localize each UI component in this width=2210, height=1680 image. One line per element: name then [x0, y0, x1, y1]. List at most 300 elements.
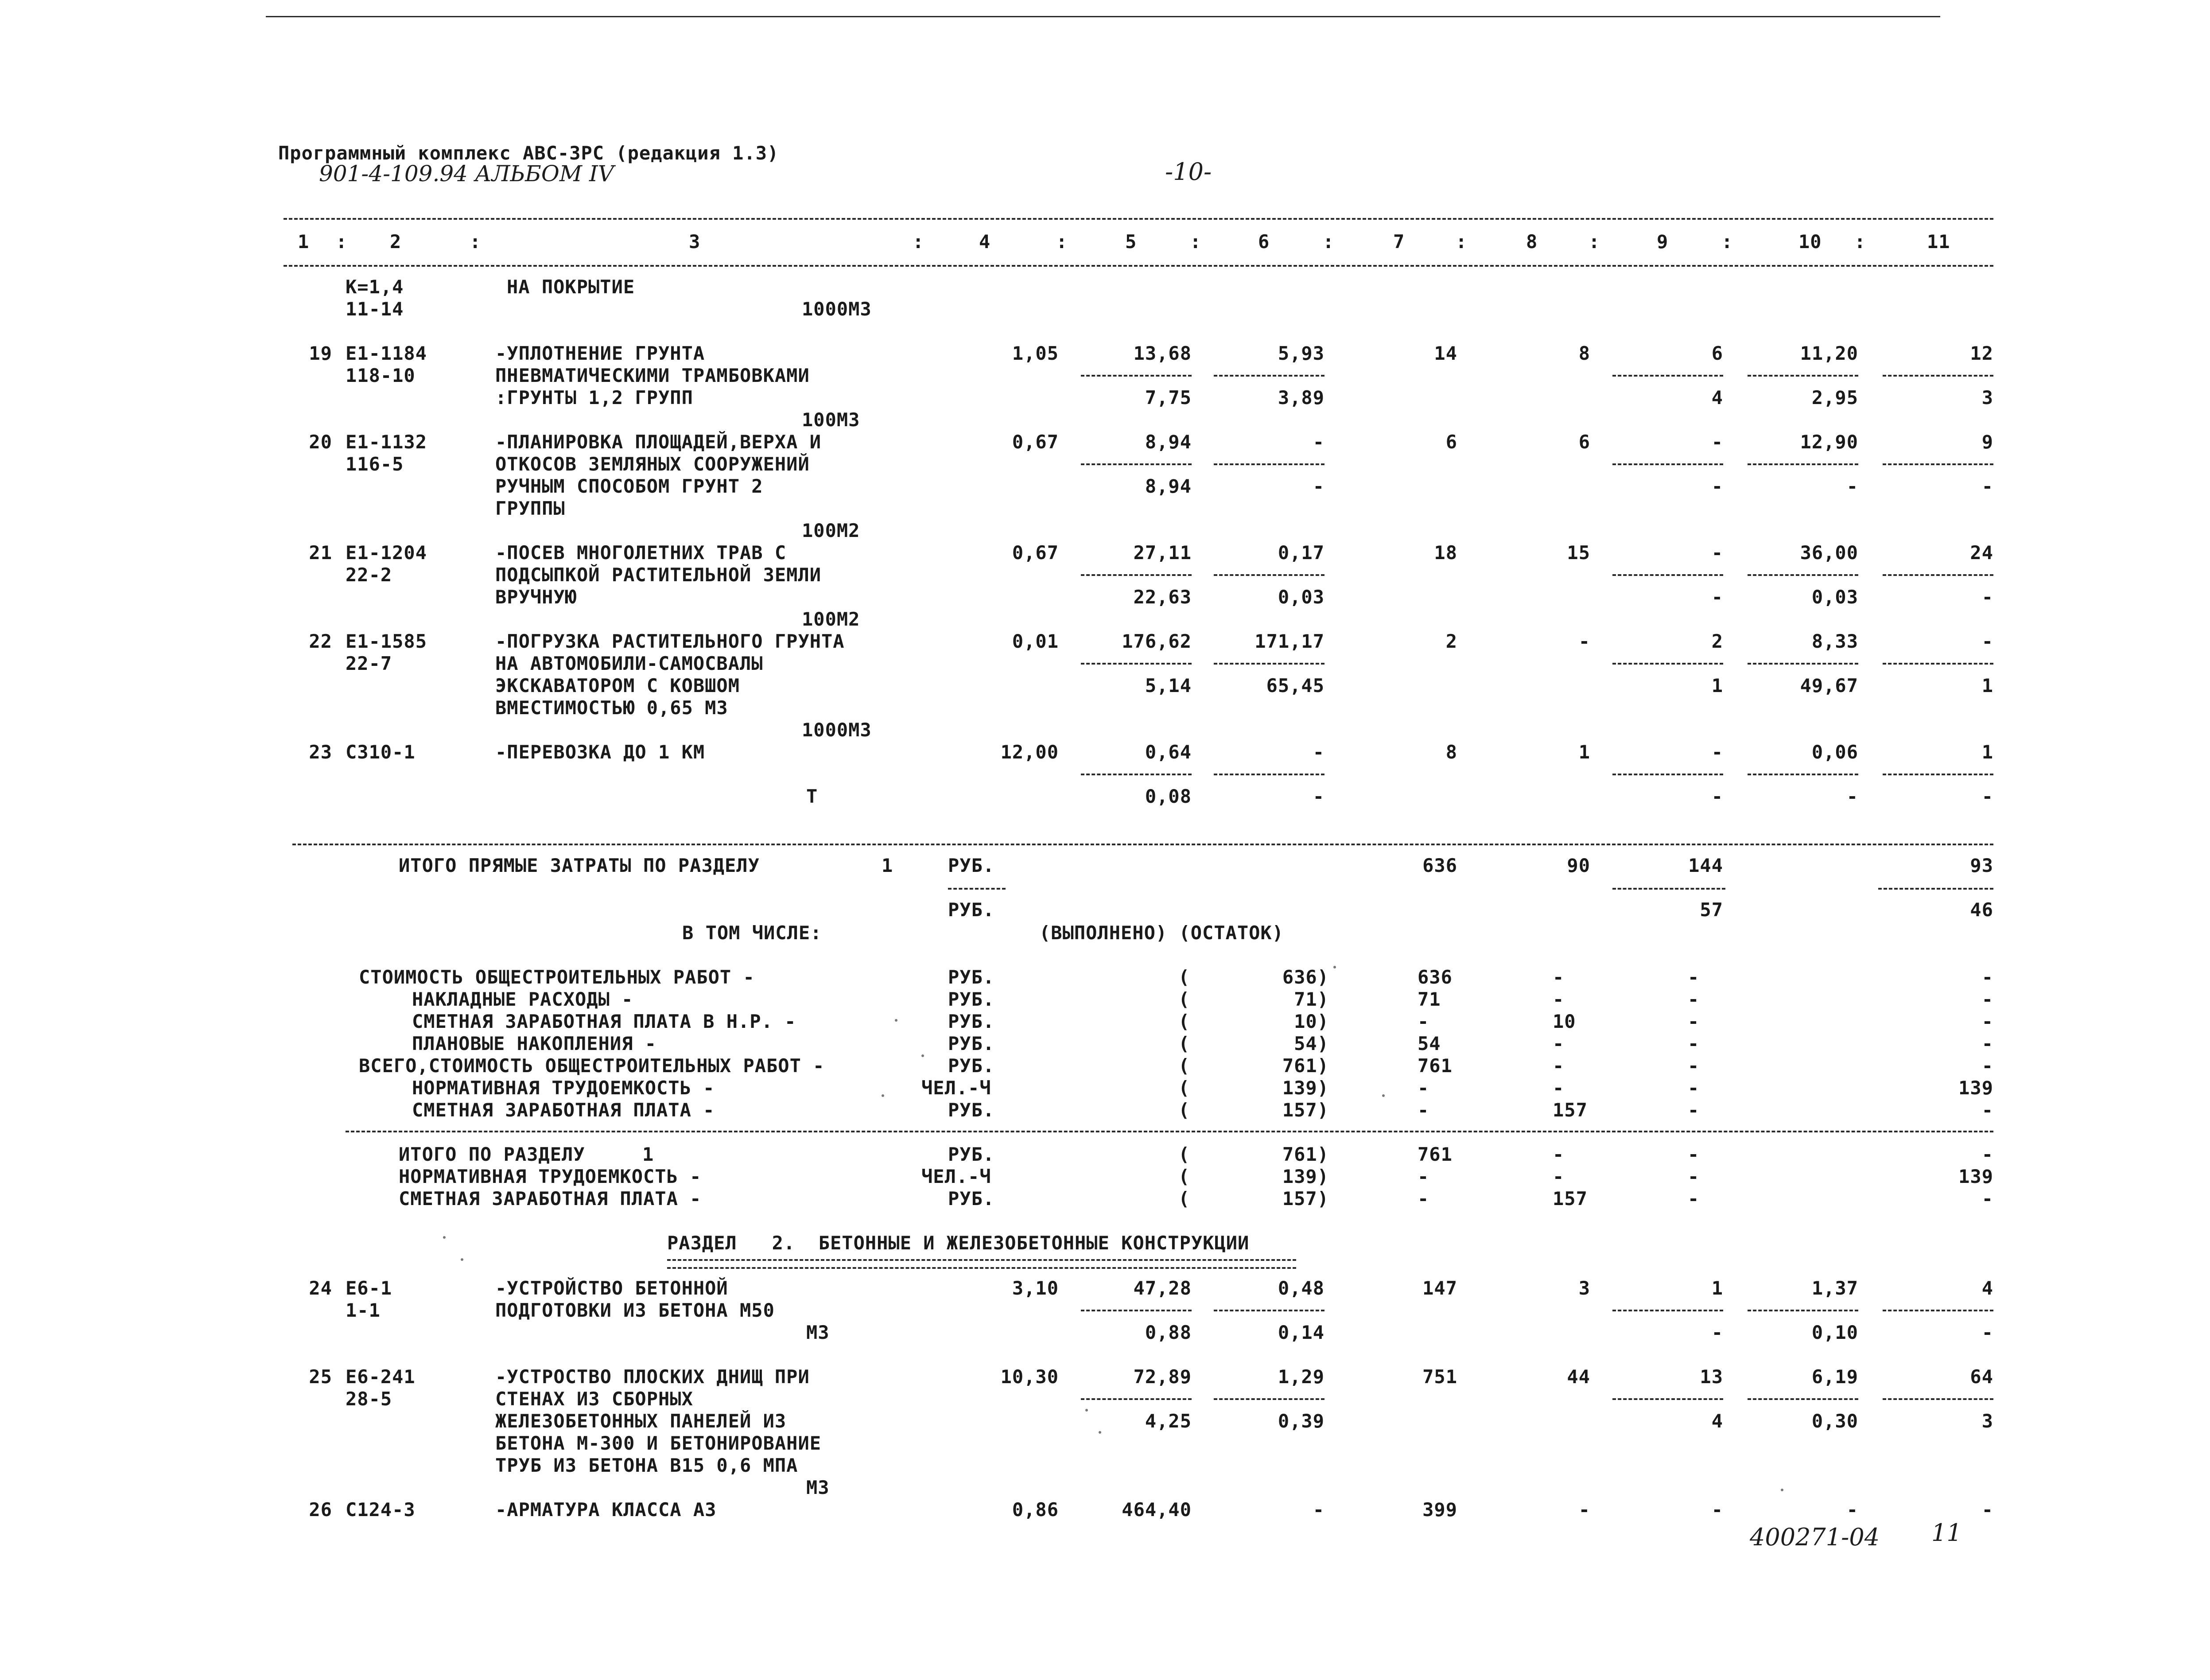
row-b11-lower: 3 [1981, 387, 1993, 408]
column-separator: : [1190, 231, 1202, 253]
row-c11-divider [1883, 375, 1993, 377]
row-c5-divider [1081, 574, 1192, 576]
row-c6: - [1313, 741, 1324, 763]
column-header-5: 5 [1125, 231, 1137, 253]
section-total-unit: РУБ. [948, 1143, 995, 1165]
column-header-2: 2 [390, 231, 402, 253]
row-c9-divider [1612, 774, 1723, 775]
row-b10-lower: - [1846, 475, 1858, 497]
row-c5: 464,40 [1122, 1499, 1192, 1521]
row-description-line: БЕТОНА М-300 И БЕТОНИРОВАНИЕ [495, 1432, 822, 1454]
breakdown-c8: - [1553, 988, 1565, 1010]
section-total-c9: - [1688, 1166, 1700, 1187]
section-total-done: 761) [1282, 1143, 1329, 1165]
row-c11: 24 [1970, 542, 1993, 564]
row-quantity: 0,86 [1012, 1499, 1059, 1521]
row-description-line: -УПЛОТНЕНИЕ ГРУНТА [495, 342, 705, 364]
totals-section-number: 1 [882, 855, 893, 876]
breakdown-done: 139) [1282, 1077, 1329, 1099]
row-c9-divider [1612, 375, 1723, 377]
row-description-line: ЖЕЛЕЗОБЕТОННЫХ ПАНЕЛЕЙ ИЗ [495, 1410, 787, 1432]
row-c11: 9 [1981, 431, 1993, 453]
breakdown-c11: - [1981, 1011, 1993, 1032]
row-description-line: :ГРУНТЫ 1,2 ГРУПП [495, 387, 693, 408]
row-c6: 0,17 [1278, 542, 1324, 564]
row-b9-lower: 1 [1711, 675, 1723, 696]
totals-unit: РУБ. [948, 855, 995, 876]
row-c11: 64 [1970, 1366, 1993, 1388]
section-total-c8: - [1553, 1143, 1565, 1165]
row-quantity: 0,67 [1012, 542, 1059, 564]
row-c6: 0,48 [1278, 1277, 1324, 1299]
section-total-label: НОРМАТИВНАЯ ТРУДОЕМКОСТЬ - [399, 1166, 702, 1187]
row-b9-lower: - [1711, 475, 1723, 497]
row-code: С310-1 [346, 741, 416, 763]
breakdown-done: 71) [1294, 988, 1329, 1010]
row-quantity: 0,67 [1012, 431, 1059, 453]
row-c11-divider [1883, 663, 1993, 665]
row-c5: 47,28 [1133, 1277, 1192, 1299]
column-separator: : [1589, 231, 1600, 253]
breakdown-unit: РУБ. [948, 988, 995, 1010]
breakdown-unit: РУБ. [948, 1011, 995, 1032]
group-code: 11-14 [346, 298, 404, 320]
section2-title-underline [667, 1259, 1296, 1269]
row-b10-lower: 0,10 [1811, 1322, 1858, 1343]
row-code: Е1-1204 [346, 542, 427, 564]
row-b10-lower: 49,67 [1800, 675, 1858, 696]
row-number: 20 [309, 431, 332, 453]
row-c9-divider [1612, 663, 1723, 665]
scan-speck [1781, 1489, 1783, 1491]
row-c10: 11,20 [1800, 342, 1858, 364]
breakdown-label: НОРМАТИВНАЯ ТРУДОЕМКОСТЬ - [412, 1077, 715, 1099]
column-header-10: 10 [1798, 231, 1822, 253]
row-b9-lower: - [1711, 786, 1723, 807]
section-total-c9: - [1688, 1143, 1700, 1165]
row-c9: 13 [1700, 1366, 1723, 1388]
row-description-line: -АРМАТУРА КЛАССА А3 [495, 1499, 717, 1521]
column-separator: : [1456, 231, 1468, 253]
row-c7: 147 [1422, 1277, 1457, 1299]
section-total-c8: 157 [1553, 1188, 1588, 1209]
breakdown-c8: - [1553, 1033, 1565, 1054]
row-c10-divider [1748, 1398, 1858, 1400]
breakdown-unit: РУБ. [948, 1099, 995, 1121]
column-header-9: 9 [1657, 231, 1669, 253]
breakdown-c9: - [1688, 988, 1700, 1010]
row-c6-divider [1214, 663, 1324, 665]
scan-speck [1333, 966, 1336, 968]
section-total-c11: 139 [1958, 1166, 1993, 1187]
section-total-open-paren: ( [1178, 1188, 1190, 1209]
row-code-secondary: 116-5 [346, 453, 404, 475]
column-separator: : [1056, 231, 1068, 253]
breakdown-open-paren: ( [1178, 1055, 1190, 1077]
row-b5-lower: 0,08 [1145, 786, 1192, 807]
row-code: Е6-241 [346, 1366, 416, 1388]
column-header-1: 1 [298, 231, 310, 253]
row-c5-divider [1081, 774, 1192, 775]
row-description-line: ГРУППЫ [495, 498, 565, 519]
row-b6-lower: - [1313, 475, 1324, 497]
row-c7: 2 [1445, 630, 1457, 652]
top-edge-line [266, 16, 1940, 17]
group-coefficient: К=1,4 [346, 276, 404, 298]
totals-rule [292, 844, 1993, 845]
row-b6-lower: 65,45 [1266, 675, 1324, 696]
row-code: Е6-1 [346, 1277, 392, 1299]
row-c10: 36,00 [1800, 542, 1858, 564]
breakdown-open-paren: ( [1178, 1099, 1190, 1121]
totals-c9: 144 [1688, 855, 1723, 876]
handwritten-code: 400271-04 [1750, 1523, 1880, 1551]
row-c10: 6,19 [1811, 1366, 1858, 1388]
row-code-secondary: 22-7 [346, 653, 392, 674]
row-b5-lower: 8,94 [1145, 475, 1192, 497]
column-header-7: 7 [1393, 231, 1405, 253]
row-c10: 8,33 [1811, 630, 1858, 652]
section-total-open-paren: ( [1178, 1143, 1190, 1165]
row-description-line: НА АВТОМОБИЛИ-САМОСВАЛЫ [495, 653, 763, 674]
breakdown-c9: - [1688, 1077, 1700, 1099]
section-totals-rule [346, 1131, 1993, 1132]
row-c8: 3 [1578, 1277, 1590, 1299]
row-b6-lower: - [1313, 786, 1324, 807]
breakdown-c11: 139 [1958, 1077, 1993, 1099]
column-header-6: 6 [1258, 231, 1270, 253]
breakdown-c9: - [1688, 1011, 1700, 1032]
section-total-done: 139) [1282, 1166, 1329, 1187]
section-total-c8: - [1553, 1166, 1565, 1187]
row-b11-lower: 3 [1981, 1410, 1993, 1432]
breakdown-c7: - [1418, 1099, 1429, 1121]
row-c6-divider [1214, 375, 1324, 377]
row-c11: 1 [1981, 741, 1993, 763]
row-c11: 12 [1970, 342, 1993, 364]
breakdown-label: СМЕТНАЯ ЗАРАБОТНАЯ ПЛАТА В Н.Р. - [412, 1011, 796, 1032]
row-c11-divider [1883, 1398, 1993, 1400]
row-unit: 100М3 [802, 409, 860, 431]
totals-label: ИТОГО ПРЯМЫЕ ЗАТРАТЫ ПО РАЗДЕЛУ [399, 855, 760, 876]
row-code-secondary: 118-10 [346, 365, 416, 386]
row-c5: 8,94 [1145, 431, 1192, 453]
header-rule-top [284, 218, 1993, 220]
row-b5-lower: 7,75 [1145, 387, 1192, 408]
breakdown-c11: - [1981, 1033, 1993, 1054]
row-c5-divider [1081, 1310, 1192, 1311]
row-c7: 751 [1422, 1366, 1457, 1388]
row-c10: 12,90 [1800, 431, 1858, 453]
breakdown-c7: 636 [1418, 966, 1453, 988]
row-b6-lower: 0,03 [1278, 586, 1324, 608]
row-c8: 6 [1578, 431, 1590, 453]
row-b10-lower: - [1846, 786, 1858, 807]
breakdown-unit: РУБ. [948, 1055, 995, 1077]
section-total-label: ИТОГО ПО РАЗДЕЛУ [399, 1143, 585, 1165]
row-c9: - [1711, 431, 1723, 453]
row-code: Е1-1132 [346, 431, 427, 453]
breakdown-c9: - [1688, 1055, 1700, 1077]
breakdown-done: 10) [1294, 1011, 1329, 1032]
section-total-label: СМЕТНАЯ ЗАРАБОТНАЯ ПЛАТА - [399, 1188, 702, 1209]
row-description-line: -ПЛАНИРОВКА ПЛОЩАДЕЙ,ВЕРХА И [495, 431, 822, 453]
row-c5: 72,89 [1133, 1366, 1192, 1388]
breakdown-c8: - [1553, 1055, 1565, 1077]
page-number: -10- [1165, 158, 1212, 186]
row-unit: М3 [806, 1322, 830, 1343]
row-description-line: -ПЕРЕВОЗКА ДО 1 КМ [495, 741, 705, 763]
row-c8: - [1578, 1499, 1590, 1521]
row-c5: 176,62 [1122, 630, 1192, 652]
section-total-c7: 761 [1418, 1143, 1453, 1165]
totals-b11: 46 [1970, 899, 1993, 921]
column-separator: : [1323, 231, 1335, 253]
row-c9: 2 [1711, 630, 1723, 652]
breakdown-c7: 71 [1418, 988, 1441, 1010]
row-c11-divider [1883, 1310, 1993, 1311]
row-c10-divider [1748, 375, 1858, 377]
scan-speck [461, 1258, 463, 1261]
column-separator: : [336, 231, 348, 253]
row-code: Е1-1585 [346, 630, 427, 652]
breakdown-label: СМЕТНАЯ ЗАРАБОТНАЯ ПЛАТА - [412, 1099, 715, 1121]
totals-b9: 57 [1700, 899, 1723, 921]
row-c5-divider [1081, 663, 1192, 665]
breakdown-label: В ТОМ ЧИСЛЕ: [682, 922, 822, 944]
row-b11-lower: - [1981, 1322, 1993, 1343]
row-c10: 0,06 [1811, 741, 1858, 763]
scan-speck [1085, 1409, 1088, 1412]
breakdown-done: 636) [1282, 966, 1329, 988]
row-c7: 8 [1445, 741, 1457, 763]
breakdown-unit: РУБ. [948, 1033, 995, 1054]
scan-speck [895, 1019, 897, 1022]
row-code: Е1-1184 [346, 342, 427, 364]
row-description-line: -ПОГРУЗКА РАСТИТЕЛЬНОГО ГРУНТА [495, 630, 845, 652]
row-c8: - [1578, 630, 1590, 652]
section-total-c11: - [1981, 1188, 1993, 1209]
row-c11-divider [1883, 463, 1993, 465]
row-c11: 4 [1981, 1277, 1993, 1299]
row-number: 22 [309, 630, 332, 652]
row-c6: - [1313, 1499, 1324, 1521]
row-c10: - [1846, 1499, 1858, 1521]
row-description-line: ВРУЧНУЮ [495, 586, 577, 608]
section-total-number: 1 [642, 1143, 654, 1165]
row-c8: 15 [1567, 542, 1590, 564]
scan-speck [443, 1236, 446, 1239]
row-b5-lower: 0,88 [1145, 1322, 1192, 1343]
row-quantity: 10,30 [1000, 1366, 1059, 1388]
row-c6-divider [1214, 574, 1324, 576]
breakdown-label: ПЛАНОВЫЕ НАКОПЛЕНИЯ - [412, 1033, 657, 1054]
row-c5-divider [1081, 375, 1192, 377]
breakdown-c9: - [1688, 966, 1700, 988]
row-code-secondary: 28-5 [346, 1388, 392, 1410]
totals-c8: 90 [1567, 855, 1590, 876]
row-number: 24 [309, 1277, 332, 1299]
row-b5-lower: 4,25 [1145, 1410, 1192, 1432]
row-c7: 18 [1434, 542, 1457, 564]
row-b10-lower: 0,30 [1811, 1410, 1858, 1432]
column-separator: : [1854, 231, 1866, 253]
breakdown-unit: РУБ. [948, 966, 995, 988]
totals-c7: 636 [1422, 855, 1457, 876]
row-description-line: ЭКСКАВАТОРОМ С КОВШОМ [495, 675, 740, 696]
breakdown-c8: 10 [1553, 1011, 1576, 1032]
row-c10-divider [1748, 574, 1858, 576]
row-number: 21 [309, 542, 332, 564]
row-c7: 399 [1422, 1499, 1457, 1521]
row-description-line: РУЧНЫМ СПОСОБОМ ГРУНТ 2 [495, 475, 763, 497]
scan-speck [921, 1054, 924, 1057]
row-c9: - [1711, 1499, 1723, 1521]
row-c9-divider [1612, 574, 1723, 576]
row-unit: 100М2 [802, 520, 860, 541]
totals-unit-second: РУБ. [948, 899, 995, 921]
group-title: НА ПОКРЫТИЕ [507, 276, 635, 298]
row-c11-divider [1883, 774, 1993, 775]
row-c6: - [1313, 431, 1324, 453]
row-c11-divider [1883, 574, 1993, 576]
row-c5-divider [1081, 1398, 1192, 1400]
scan-speck [1382, 1094, 1385, 1097]
section-total-unit: ЧЕЛ.-Ч [921, 1166, 991, 1187]
breakdown-label: ВСЕГО,СТОИМОСТЬ ОБЩЕСТРОИТЕЛЬНЫХ РАБОТ - [359, 1055, 825, 1077]
breakdown-c11: - [1981, 966, 1993, 988]
row-b11-lower: - [1981, 475, 1993, 497]
album-number: 901-4-109.94 АЛЬБОМ IV [319, 161, 614, 187]
row-c8: 44 [1567, 1366, 1590, 1388]
row-b9-lower: 4 [1711, 387, 1723, 408]
row-c5: 0,64 [1145, 741, 1192, 763]
breakdown-label: НАКЛАДНЫЕ РАСХОДЫ - [412, 988, 633, 1010]
row-description-line: ВМЕСТИМОСТЬЮ 0,65 М3 [495, 697, 728, 719]
row-description-line: ПОДГОТОВКИ ИЗ БЕТОНА М50 [495, 1299, 775, 1321]
row-c6-divider [1214, 1310, 1324, 1311]
row-b6-lower: 0,14 [1278, 1322, 1324, 1343]
row-c7: 14 [1434, 342, 1457, 364]
breakdown-open-paren: ( [1178, 1011, 1190, 1032]
breakdown-c7: 54 [1418, 1033, 1441, 1054]
breakdown-c11: - [1981, 988, 1993, 1010]
row-c6: 5,93 [1278, 342, 1324, 364]
breakdown-c11: - [1981, 1099, 1993, 1121]
row-c5-divider [1081, 463, 1192, 465]
breakdown-open-paren: ( [1178, 988, 1190, 1010]
column-header-3: 3 [689, 231, 701, 253]
row-code: С124-3 [346, 1499, 416, 1521]
row-description-line: -ПОСЕВ МНОГОЛЕТНИХ ТРАВ С [495, 542, 787, 564]
breakdown-open-paren: ( [1178, 1033, 1190, 1054]
row-b5-lower: 22,63 [1133, 586, 1192, 608]
row-c8: 1 [1578, 741, 1590, 763]
row-number: 26 [309, 1499, 332, 1521]
row-c6: 171,17 [1255, 630, 1324, 652]
row-c6-divider [1214, 1398, 1324, 1400]
row-c9: 1 [1711, 1277, 1723, 1299]
row-b11-lower: - [1981, 786, 1993, 807]
row-b10-lower: 2,95 [1811, 387, 1858, 408]
row-code-secondary: 1-1 [346, 1299, 381, 1321]
row-c10-divider [1748, 463, 1858, 465]
scan-speck [882, 1094, 884, 1097]
row-c10: 1,37 [1811, 1277, 1858, 1299]
column-separator: : [470, 231, 482, 253]
section-total-done: 157) [1282, 1188, 1329, 1209]
breakdown-c7: 761 [1418, 1055, 1453, 1077]
breakdown-unit: ЧЕЛ.-Ч [921, 1077, 991, 1099]
row-c10-divider [1748, 1310, 1858, 1311]
row-unit: М3 [806, 1477, 830, 1498]
column-separator: : [913, 231, 924, 253]
sheet-number: 11 [1931, 1519, 1962, 1547]
row-b9-lower: - [1711, 586, 1723, 608]
breakdown-done: 54) [1294, 1033, 1329, 1054]
breakdown-done: 157) [1282, 1099, 1329, 1121]
row-b5-lower: 5,14 [1145, 675, 1192, 696]
row-c11: - [1981, 1499, 1993, 1521]
row-description-line: -УСТРОСТВО ПЛОСКИХ ДНИЩ ПРИ [495, 1366, 810, 1388]
row-c9: - [1711, 542, 1723, 564]
scan-speck [1099, 1431, 1101, 1434]
breakdown-c8: 157 [1553, 1099, 1588, 1121]
row-c5: 27,11 [1133, 542, 1192, 564]
row-description-line: ПНЕВМАТИЧЕСКИМИ ТРАМБОВКАМИ [495, 365, 810, 386]
breakdown-c9: - [1688, 1099, 1700, 1121]
row-c11: - [1981, 630, 1993, 652]
row-c6: 1,29 [1278, 1366, 1324, 1388]
header-rule-bottom [284, 265, 1993, 267]
column-header-11: 11 [1927, 231, 1950, 253]
row-unit: Т [806, 786, 818, 807]
column-separator: : [1721, 231, 1733, 253]
row-c10-divider [1748, 774, 1858, 775]
section-total-c9: - [1688, 1188, 1700, 1209]
totals-c11: 93 [1970, 855, 1993, 876]
row-b11-lower: 1 [1981, 675, 1993, 696]
row-number: 19 [309, 342, 332, 364]
row-c9: - [1711, 741, 1723, 763]
row-quantity: 12,00 [1000, 741, 1059, 763]
breakdown-done: 761) [1282, 1055, 1329, 1077]
row-code-secondary: 22-2 [346, 564, 392, 586]
breakdown-header: (ВЫПОЛНЕНО) (ОСТАТОК) [1039, 922, 1284, 944]
section-total-open-paren: ( [1178, 1166, 1190, 1187]
section-total-c7: - [1418, 1188, 1429, 1209]
program-title: Программный комплекс АВС-3РС (редакция 1.3) [278, 142, 779, 164]
row-description-line: СТЕНАХ ИЗ СБОРНЫХ [495, 1388, 693, 1410]
row-c9-divider [1612, 1398, 1723, 1400]
row-b9-lower: 4 [1711, 1410, 1723, 1432]
row-b11-lower: - [1981, 586, 1993, 608]
row-quantity: 1,05 [1012, 342, 1059, 364]
row-b6-lower: 3,89 [1278, 387, 1324, 408]
totals-c9-underline [1612, 888, 1725, 890]
row-c6-divider [1214, 463, 1324, 465]
row-c10-divider [1748, 663, 1858, 665]
breakdown-open-paren: ( [1178, 966, 1190, 988]
breakdown-c8: - [1553, 966, 1565, 988]
breakdown-c7: - [1418, 1077, 1429, 1099]
row-number: 25 [309, 1366, 332, 1388]
row-description-line: ТРУБ ИЗ БЕТОНА В15 0,6 МПА [495, 1454, 798, 1476]
totals-c11-underline [1878, 888, 1993, 890]
row-b9-lower: - [1711, 1322, 1723, 1343]
row-c5: 13,68 [1133, 342, 1192, 364]
row-description-line: -УСТРОЙСТВО БЕТОННОЙ [495, 1277, 728, 1299]
